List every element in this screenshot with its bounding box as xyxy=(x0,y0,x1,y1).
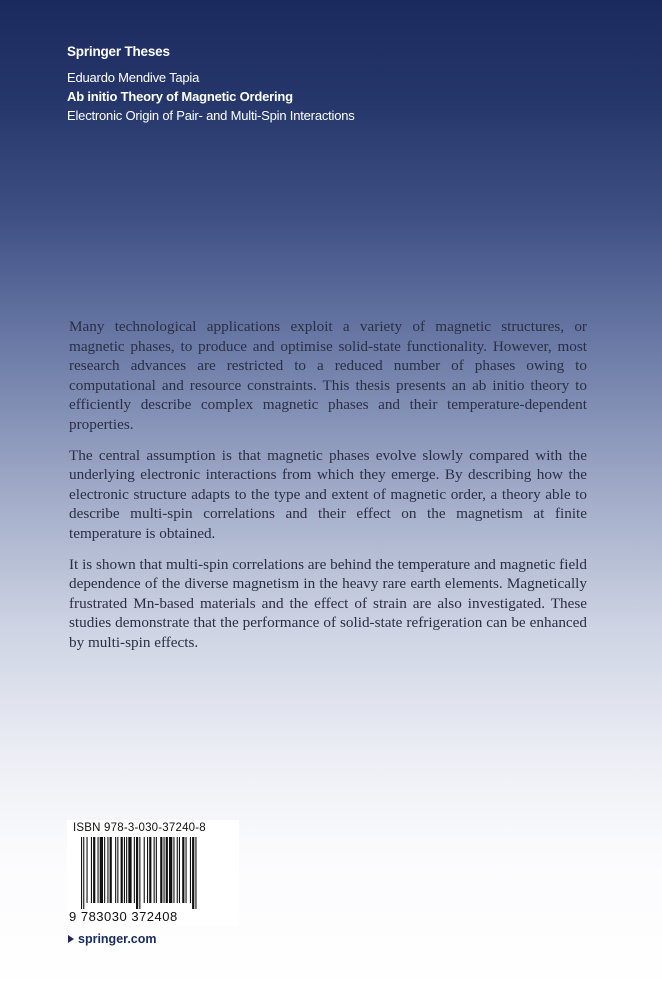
barcode-number: 9 783030 372408 xyxy=(69,909,178,924)
barcode-bar xyxy=(87,837,88,903)
barcode-bar xyxy=(195,837,196,909)
barcode-bar xyxy=(124,837,125,903)
isbn-label: ISBN 978-3-030-37240-8 xyxy=(73,822,206,834)
cover-header xyxy=(67,44,627,125)
barcode-bar xyxy=(160,837,162,903)
arrow-right-icon xyxy=(68,935,74,943)
barcode-bar xyxy=(144,837,145,903)
barcode-bar xyxy=(98,837,99,903)
barcode-bar xyxy=(147,837,148,903)
barcode-bar xyxy=(83,837,84,909)
abstract-paragraph-2: The central assumption is that magnetic phases evolve slowly compared with the underlying electronic interactions from which they emerge. By describing how the electronic structure adapts to the type and extent of magnetic order, a theory able to describe multi-spin correlations and their effect on the magnetism at finite temperature is obtained. xyxy=(69,446,587,542)
barcode-bar xyxy=(107,837,108,903)
publisher-link[interactable] xyxy=(68,932,157,946)
barcode-image xyxy=(81,837,229,909)
barcode-bar xyxy=(156,837,157,903)
abstract-text xyxy=(69,317,587,664)
barcode-bar xyxy=(154,837,155,903)
barcode-bar xyxy=(128,837,131,903)
barcode-bar xyxy=(104,837,105,903)
series-name: Springer Theses xyxy=(67,44,170,59)
barcode-bar xyxy=(179,837,180,903)
barcode-bar xyxy=(182,837,184,903)
book-title: Ab initio Theory of Magnetic Ordering xyxy=(67,89,293,104)
barcode-bar xyxy=(126,837,127,903)
barcode-bar xyxy=(173,837,174,903)
barcode-bar xyxy=(91,837,92,903)
barcode-box xyxy=(67,820,239,926)
barcode-bar xyxy=(81,837,82,909)
barcode-bar xyxy=(134,837,135,903)
barcode-bar xyxy=(110,837,112,903)
barcode-bar xyxy=(136,837,138,909)
barcode-bar xyxy=(186,837,187,903)
book-subtitle: Electronic Origin of Pair- and Multi-Spin Interactions xyxy=(67,108,355,123)
barcode-bar xyxy=(164,837,165,903)
author-name: Eduardo Mendive Tapia xyxy=(67,70,200,85)
abstract-paragraph-3: It is shown that multi-spin correlations are behind the temperature and magnetic field dependence of the diverse magnetism in the heavy rare earth elements. Magnetically frustrated Mn-based materials and the effect of strain are also investigated. These studies demonstrate that the performance of solid-state refrigeration can be enhanced by multi-spin effects. xyxy=(69,555,587,651)
publisher-url: springer.com xyxy=(78,932,157,946)
barcode-bar xyxy=(166,837,168,903)
barcode-bar xyxy=(93,837,95,903)
barcode-bar xyxy=(149,837,151,903)
barcode-bar xyxy=(139,837,140,909)
barcode-bar xyxy=(121,837,123,903)
barcode-bar xyxy=(100,837,103,903)
barcode-bar xyxy=(177,837,178,903)
barcode-bar xyxy=(115,837,116,903)
abstract-paragraph-1: Many technological applications exploit a variety of magnetic structures, or magnetic phases, to produce and optimise solid-state functionality. However, most research advances are restricted to a reduced number of phases owing to computational and resource constraints. This thesis presents an ab initio theory to efficiently describe complex magnetic phases and their temperature-dependent properties. xyxy=(69,318,587,433)
barcode-bar xyxy=(169,837,172,903)
barcode-bar xyxy=(192,837,194,909)
barcode-bar xyxy=(117,837,118,903)
barcode-bar xyxy=(190,837,191,903)
